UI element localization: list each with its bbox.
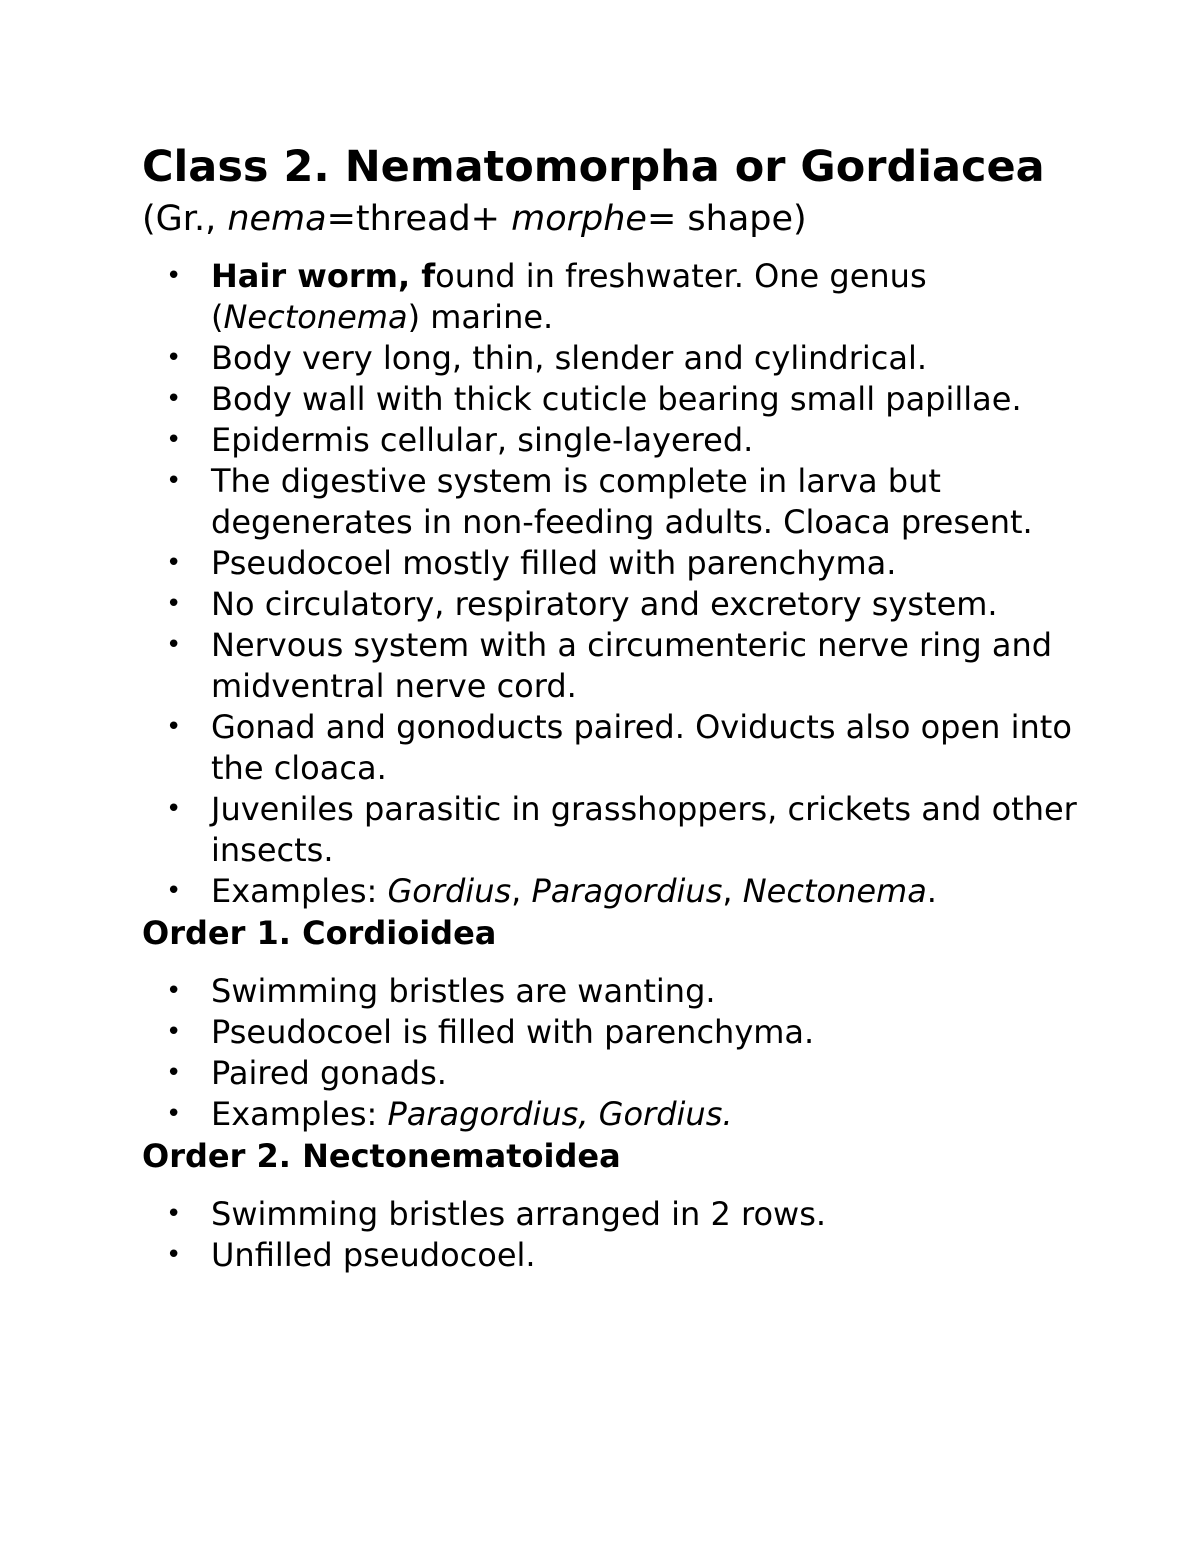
bullet-marker: • bbox=[166, 343, 182, 373]
page-title: Class 2. Nematomorpha or Gordiacea bbox=[142, 142, 1045, 192]
item-bold-lead: Hair worm, f bbox=[211, 257, 436, 295]
bullet-marker: • bbox=[166, 1240, 182, 1270]
subtitle-mid: =thread+ bbox=[326, 199, 512, 239]
item-text: Pseudocoel mostly filled with parenchyma. bbox=[211, 544, 897, 582]
example-genus: Gordius bbox=[387, 872, 512, 910]
list-item bbox=[142, 707, 1082, 789]
bullet-marker: • bbox=[166, 261, 182, 291]
list-item bbox=[142, 338, 1082, 379]
examples-label: Examples: bbox=[211, 872, 388, 910]
item-text: Gonad and gonoducts paired. Oviducts also open into the cloaca. bbox=[211, 708, 1072, 787]
page-subtitle bbox=[142, 194, 1082, 244]
list-item bbox=[142, 625, 1082, 707]
bullet-marker: • bbox=[166, 1199, 182, 1229]
list-item bbox=[142, 971, 1082, 1012]
subtitle-morphe: morphe bbox=[511, 199, 647, 239]
bullet-marker: • bbox=[166, 1017, 182, 1047]
item-text: Nervous system with a circumenteric nerve ring and midventral nerve cord. bbox=[211, 626, 1053, 705]
list-item bbox=[142, 1235, 1082, 1276]
bullet-marker: • bbox=[166, 1058, 182, 1088]
bullet-marker: • bbox=[166, 425, 182, 455]
item-text: Unfilled pseudocoel. bbox=[211, 1236, 536, 1274]
item-text: Swimming bristles are wanting. bbox=[211, 972, 716, 1010]
bullet-marker: • bbox=[166, 976, 182, 1006]
bullet-marker: • bbox=[166, 876, 182, 906]
list-item bbox=[142, 256, 1082, 338]
list-item bbox=[142, 871, 1082, 912]
list-item bbox=[142, 461, 1082, 543]
bullet-marker: • bbox=[166, 794, 182, 824]
bullet-marker: • bbox=[166, 712, 182, 742]
bullet-marker: • bbox=[166, 1099, 182, 1129]
item-text: ound in freshwater. One genus ( bbox=[211, 257, 927, 336]
example-genera: Paragordius, Gordius. bbox=[387, 1095, 733, 1133]
item-text: Epidermis cellular, single-layered. bbox=[211, 421, 754, 459]
order1-list bbox=[142, 971, 1082, 1135]
order1-heading: Order 1. Cordioidea bbox=[142, 914, 497, 952]
item-text: No circulatory, respiratory and excretory system. bbox=[211, 585, 998, 623]
list-item bbox=[142, 420, 1082, 461]
example-separator: , bbox=[511, 872, 532, 910]
list-item bbox=[142, 1194, 1082, 1235]
list-item bbox=[142, 379, 1082, 420]
bullet-marker: • bbox=[166, 589, 182, 619]
subtitle-close: = shape) bbox=[646, 199, 807, 239]
item-text: The digestive system is complete in larva but degenerates in non-feeding adults. Cloaca present. bbox=[211, 462, 1033, 541]
list-item bbox=[142, 543, 1082, 584]
bullet-marker: • bbox=[166, 630, 182, 660]
item-text: Swimming bristles arranged in 2 rows. bbox=[211, 1195, 827, 1233]
bullet-marker: • bbox=[166, 384, 182, 414]
list-item bbox=[142, 584, 1082, 625]
item-text: Body wall with thick cuticle bearing small papillae. bbox=[211, 380, 1022, 418]
item-tail: ) marine. bbox=[407, 298, 554, 336]
item-italic-genus: Nectonema bbox=[223, 298, 408, 336]
item-text: Body very long, thin, slender and cylindrical. bbox=[211, 339, 928, 377]
bullet-marker: • bbox=[166, 548, 182, 578]
example-end: . bbox=[926, 872, 937, 910]
subtitle-open: (Gr., bbox=[142, 199, 228, 239]
list-item bbox=[142, 789, 1082, 871]
document-page bbox=[142, 140, 1082, 1276]
list-item bbox=[142, 1053, 1082, 1094]
examples-label: Examples: bbox=[211, 1095, 388, 1133]
list-item bbox=[142, 1094, 1082, 1135]
example-separator: , bbox=[722, 872, 743, 910]
order2-heading: Order 2. Nectonematoidea bbox=[142, 1137, 621, 1175]
item-text: Juveniles parasitic in grasshoppers, crickets and other insects. bbox=[211, 790, 1077, 869]
item-text: Paired gonads. bbox=[211, 1054, 447, 1092]
example-genus: Nectonema bbox=[742, 872, 927, 910]
example-genus: Paragordius bbox=[531, 872, 723, 910]
class-characteristics-list bbox=[142, 256, 1082, 912]
order2-list bbox=[142, 1194, 1082, 1276]
bullet-marker: • bbox=[166, 466, 182, 496]
subtitle-nema: nema bbox=[227, 199, 327, 239]
list-item bbox=[142, 1012, 1082, 1053]
item-text: Pseudocoel is filled with parenchyma. bbox=[211, 1013, 815, 1051]
